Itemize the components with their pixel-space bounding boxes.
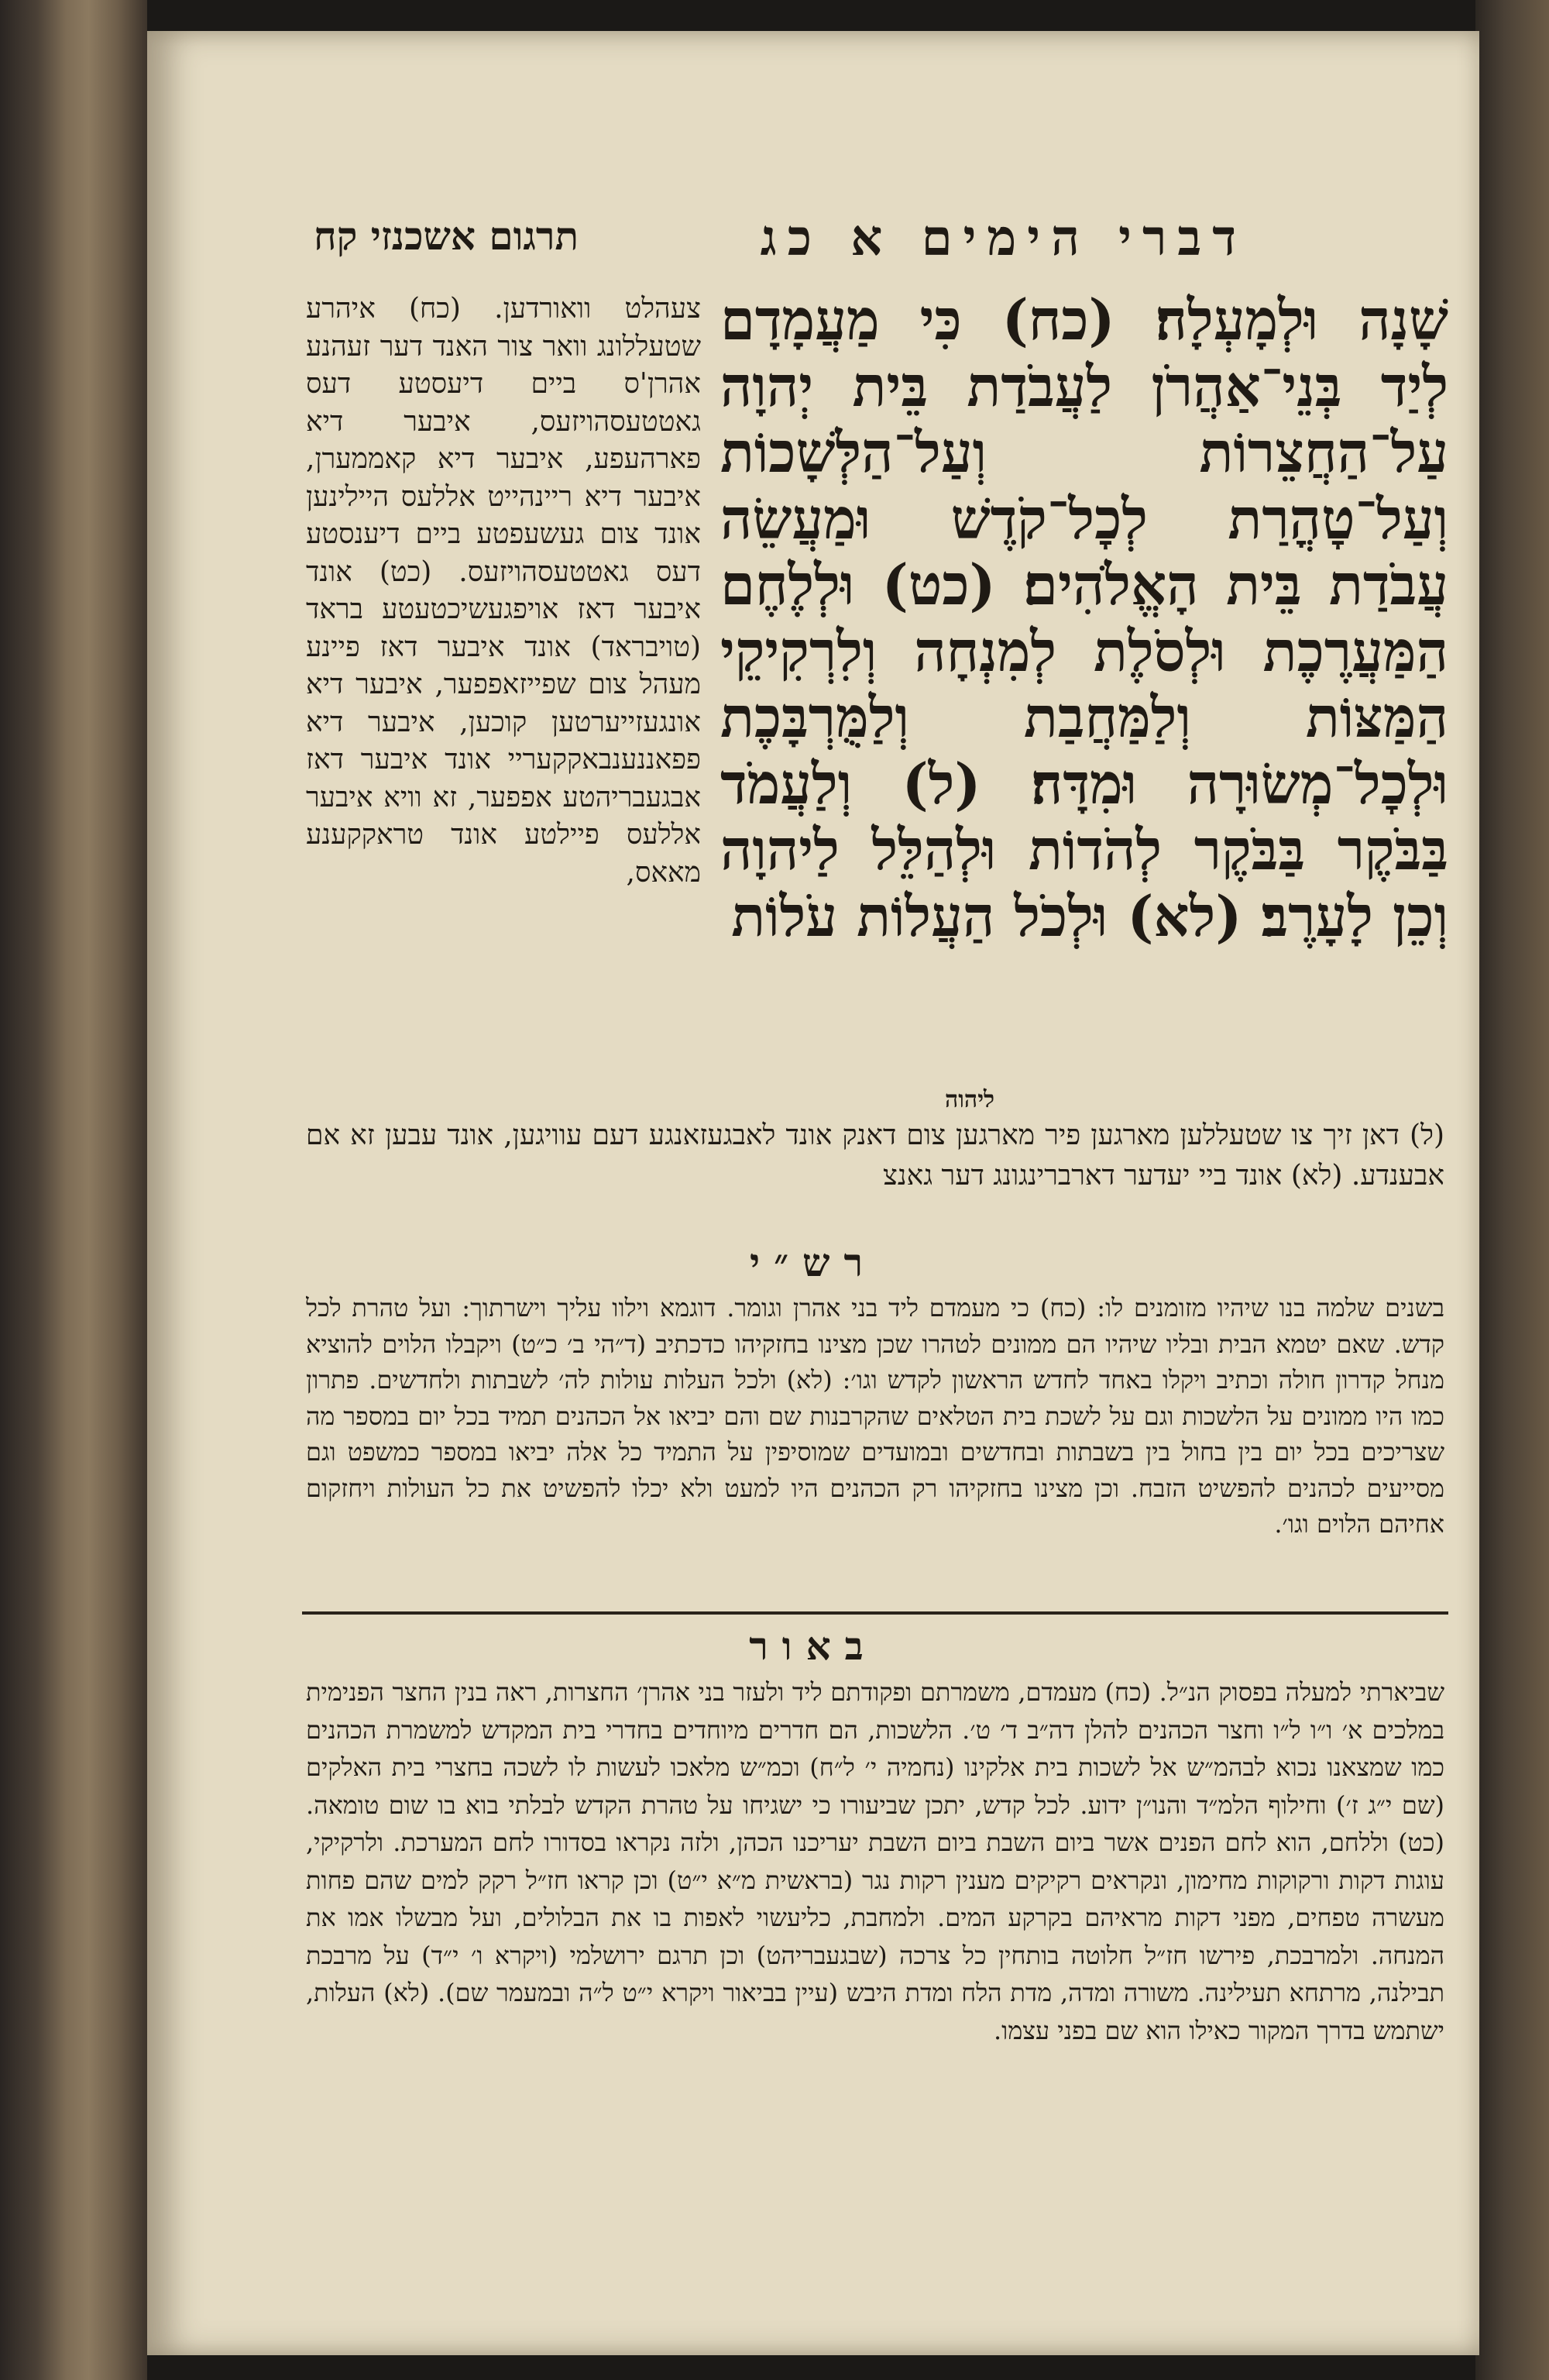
rashi-heading: רש״י <box>749 1240 878 1285</box>
book-title-header: דברי הימים א כג <box>760 209 1247 267</box>
facing-page-edge <box>1475 0 1549 2380</box>
bible-text-column: שָׁנָה וּלְמָעְלָה׃ (כח) כִּי מַעֲמָדָם לְיַד בְּנֵי־אַהֲרֹן לַעֲבֹדַת בֵּית יְהוָה עַל־הַחֲצֵרוֹת וְעַל־הַלְּשָׁכוֹת וְעַל־טׇהֳרַת לְכׇל־קֹדֶשׁ וּמַעֲשֵׂה עֲבֹדַת בֵּית הָאֱלֹהִים׃ (כט) וּלְלֶחֶם הַמַּעֲרֶכֶת וּלְסֹלֶת לְמִנְחָה וְלִרְקִיקֵי הַמַּצּוֹת וְלַמַּחֲבַת וְלַמֻּרְבָּכֶת וּלְכׇל־מְשׂוּרָה וּמִדָּה׃ (ל) וְלַעֲמֹד בַּבֹּקֶר בַּבֹּקֶר לְהֹדוֹת וּלְהַלֵּל לַיהוָה וְכֵן לָעָרֶב׃ (לא) וּלְכֹל הַעֲלוֹת עֹלוֹת <box>720 287 1448 949</box>
targum-continuation: (ל) דאן זיך צו שטעללען מארגען פיר מארגען צום דאנק אונד לאבגעזאנגע דעם עוויגען, אונד עבען זא אם אבענדע. (לא) אונד ביי יעדער דארברינגונג דער גאנצ <box>306 1119 1444 1192</box>
section-divider <box>302 1611 1448 1615</box>
catchword: ליהוה <box>945 1086 995 1113</box>
rashi-commentary: בשנים שלמה בנו שיהיו מזומנים לו: (כח) כי מעמדם ליד בני אהרן וגומר. דוגמא וילוו עליך וישרתוך: ועל טהרת לכל קדש. שאם יטמא הבית ובליו שיהיו הם ממונים לטהרו שכן מצינו בחזקיהו כדכתיב (ד״הי ב׳ כ״ט) ויקבלו הלוים להוציא מנחל קדרון חולה וכתיב ויקלו באחד לחדש הראשון לקדש וגו׳: (לא) ולכל העלות עולות לה׳ לשבתות ולחדשים. פתרון כמו היו ממונים על הלשכות וגם על לשכת בית הטלאים שהקרבנות שם והם יביאו אל הכהנים תמיד בכל יום במספר מה שצריכים בכל יום בין בחול בין בשבתות ובחדשים ובמועדים שמוסיפין על התמיד כל אלה יביאו במספר כמשפט וגם מסייעים לכהנים להפשיט הזבח. וכן מצינו בחזקיהו רק הכהנים היו למעט ולא יכלו להפשיט את כל העולות ויחזקום אחיהם הלוים וגו׳. <box>306 1293 1444 1539</box>
targum-text-column: צעהלט וואורדען. (כח) איהרע שטעללונג וואר צור האנד דער זעהנע אהרן'ס ביים דיעסטע דעס גאטטעסהויזעס, איבער דיא פארהעפע, איבער דיא קאממערן, איבער דיא ריינהייט אללעס היילינען אונד צום געשעפטע ביים דיענסטע דעס גאטטעסהויזעס. (כט) אונד איבער דאז אויפגעשיכטעטע בראד (טויבראד) אונד איבער דאז פיינע מעהל צום שפייזאפפער, איבער דיא אונגעזייערטען קוכען, איבער דיא פפאננענבאקקעריי אונד איבער דאז אבגעבריהטע אפפער, זא וויא איבער אללעס פיילטע אונד טראקקענע מאאס, <box>306 293 701 889</box>
biur-heading: באור <box>749 1623 878 1669</box>
book-page <box>147 31 1479 2355</box>
book-spine-edge <box>0 0 147 2380</box>
targum-title-header: תרגום אשכנזי קח <box>314 213 579 259</box>
biur-commentary: שביארתי למעלה בפסוק הנ״ל. (כח) מעמדם, משמרתם ופקודתם ליד ולעזר בני אהרן׳ החצרות, ראה בנין החצר הפנימית במלכים א׳ ו״ו ל״ו וחצר הכהנים להלן דה״ב ד׳ ט׳. הלשכות, הם חדרים מיוחדים בחדרי בית המקדש למשמרת הכהנים כמו שמצאנו נכוא לבהמ״ש אל לשכות בית אלקינו (נחמיה י׳ ל״ח) וכמ״ש מלאכו לעשות לו לשכה בחצרי בית האלקים (שם י״ג ז׳) וחילוף הלמ״ד והנו״ן ידוע. לכל קדש, יתכן שביעורו כי ישגיחו על טהרת הקדש לבלתי בוא בו שום טומאה. (כט) וללחם, הוא לחם הפנים אשר ביום השבת ביום השבת יעריכנו הכהן, ולזה נקראו בסדורו לחם המערכת. ולרקיקי, עוגות דקות ורקוקות מחימון, ונקראים רקיקים מענין רקות נגר (בראשית מ״א י״ט) וכן קראו חז״ל רקק למים שהם פחות מעשרה טפחים, מפני דקות מראיהם בקרקע המים. ולמחבת, כליעשוי לאפות בו את הבלולים, ועל מבשלו אמו את המנחה. ולמרבכת, פירשו חז״ל חלוטה בותחין כל צרכה (שבגעבריהט) וכן תרגם ירושלמי (ויקרא ו׳ י״ד) על מרבכת תבילנה, מרתחא תעילינה. משורה ומדה, מדת הלח ומדת היבש (עיין בביאור ויקרא י״ט ל״ה ובמעמר שם). (לא) העלות, ישתמש בדרך המקור כאילו הוא שם בפני עצמו. <box>306 1677 1444 2045</box>
